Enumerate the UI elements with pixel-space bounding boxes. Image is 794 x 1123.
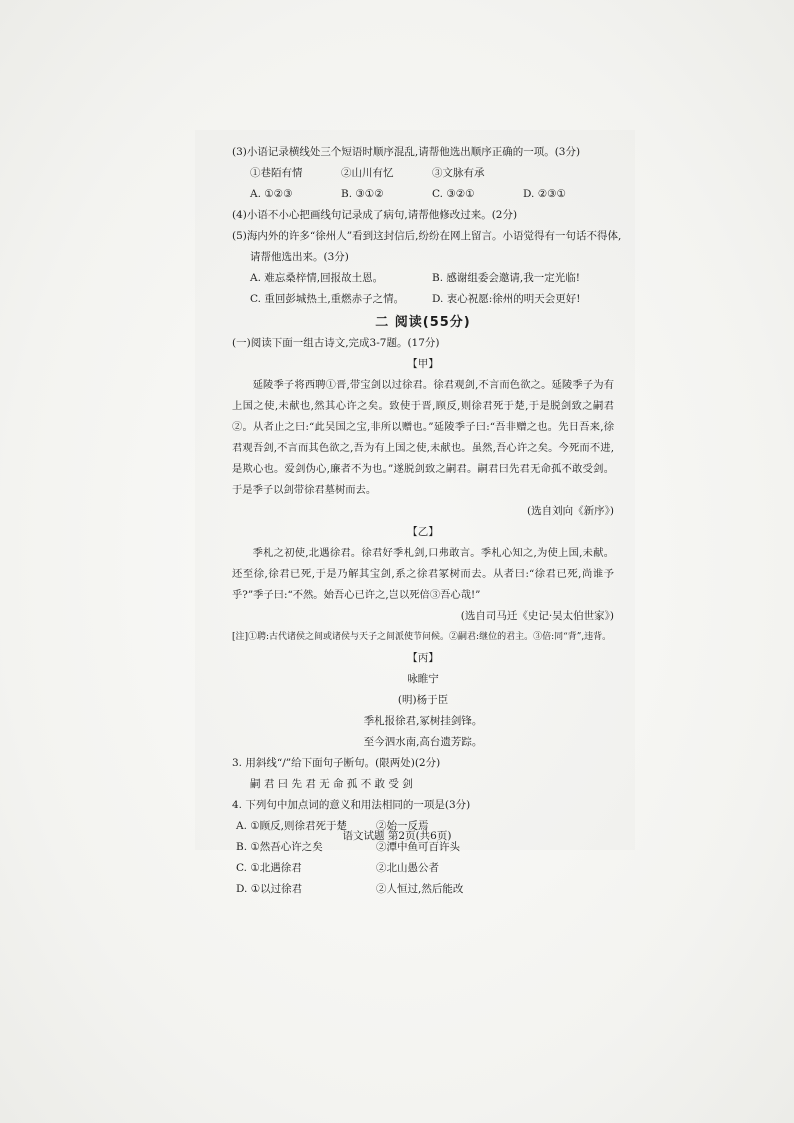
q4r-option-a: B. ①然吾心许之矣 [236, 841, 323, 853]
q5-options-ab [232, 268, 614, 289]
q3-options [232, 184, 614, 205]
poem-title: 咏睢宁 [407, 673, 439, 685]
q3-option: A. ①②③ [250, 188, 293, 200]
q4r-option-a: D. ①以过徐君 [236, 883, 303, 895]
q3r-sentence: 嗣 君 曰 先 君 无 命 孤 不 敢 受 剑 [250, 778, 413, 790]
q3-stem: (3)小语记录横线处三个短语时顺序混乱,请帮他选出顺序正确的一项。(3分) [232, 146, 581, 158]
page-content [232, 142, 622, 900]
q3-option: D. ②③① [523, 188, 566, 200]
footnote: [注]①聘:古代诸侯之间或诸侯与天子之间派使节问候。②嗣君:继位的君主。③倍:同“背”,违背。 [232, 632, 612, 642]
yi-text: 季札之初使,北遇徐君。徐君好季札剑,口弗敢言。季札心知之,为使上国,未献。还至徐,徐君已死,于是乃解其宝剑,系之徐君冢树而去。从者曰:“徐君已死,尚谁予乎?”季子曰:“不然。始吾心已许之,岂以死倍③吾心哉!” [232, 547, 614, 601]
yi-source: (选自司马迁《史记·吴太伯世家》) [460, 610, 614, 622]
q3-option: B. ③①② [341, 188, 384, 200]
q5-stem-1: (5)海内外的许多“徐州人”看到这封信后,纷纷在网上留言。小语觉得有一句话不得体, [232, 230, 622, 242]
q5-options-cd [232, 289, 614, 310]
q5-option: D. 衷心祝愿:徐州的明天会更好! [432, 293, 581, 305]
q3-item: ①巷陌有情 [250, 167, 303, 179]
jia-label: 【甲】 [407, 358, 439, 370]
q3r-stem: 3. 用斜线“/”给下面句子断句。(限两处)(2分) [232, 757, 441, 769]
q4r-option-b: ②北山愚公者 [376, 862, 439, 874]
q4r-option-a: C. ①北遇徐君 [236, 862, 302, 874]
q5-stem-2: 请帮他选出来。(3分) [250, 251, 349, 263]
q4r-stem: 4. 下列句中加点词的意义和用法相同的一项是(3分) [232, 799, 471, 811]
yi-label: 【乙】 [407, 526, 439, 538]
q3-items [232, 163, 614, 184]
q4r-option-row [232, 879, 614, 900]
q4-stem: (4)小语不小心把画线句记录成了病句,请帮他修改过来。(2分) [232, 209, 518, 221]
bing-label: 【丙】 [407, 652, 439, 664]
q5-option: B. 感谢组委会邀请,我一定光临! [432, 272, 580, 284]
q3-option: C. ③②① [432, 188, 475, 200]
page-footer: 语文试题 第2页(共6页) [342, 830, 452, 842]
poem-author: (明)杨于臣 [397, 694, 449, 706]
q3-item: ③文脉有承 [432, 167, 485, 179]
q4r-option-a: A. ①顾反,则徐君死于楚 [236, 820, 348, 832]
q5-option: C. 重回彭城热土,重燃赤子之情。 [250, 293, 405, 305]
part1-intro: (一)阅读下面一组古诗文,完成3-7题。(17分) [232, 337, 440, 349]
jia-source: (选自刘向《新序》) [527, 505, 614, 517]
q4r-option-b: ②潭中鱼可百许头 [376, 841, 460, 853]
jia-text: 延陵季子将西聘①晋,带宝剑以过徐君。徐君观剑,不言而色欲之。延陵季子为有上国之使,未献也,然其心许之矣。致使于晋,顾反,则徐君死于楚,于是脱剑致之嗣君②。从者止之曰:“此吴国之宝,非所以赠也。”延陵季子曰:“吾非赠之也。先日吾来,徐君观吾剑,不言而其色欲之,吾为有上国之使,未献也。虽然,吾心许之矣。今死而不进,是欺心也。爱剑伪心,廉者不为也。”遂脱剑致之嗣君。嗣君曰先君无命孤不敢受剑。于是季子以剑带徐君墓树而去。 [232, 379, 614, 496]
q4r-option-b: ②始一反焉 [376, 820, 429, 832]
q4r-option-b: ②人恒过,然后能改 [376, 883, 464, 895]
q3-item: ②山川有忆 [341, 167, 394, 179]
poem-line: 至今泗水南,高台遗芳踪。 [363, 736, 483, 748]
section-title: 二 阅读(55分) [375, 315, 471, 330]
q5-option: A. 难忘桑梓情,回报故土恩。 [250, 272, 384, 284]
poem-line: 季札报徐君,冢树挂剑锋。 [363, 715, 483, 727]
q4r-option-row [232, 858, 614, 879]
